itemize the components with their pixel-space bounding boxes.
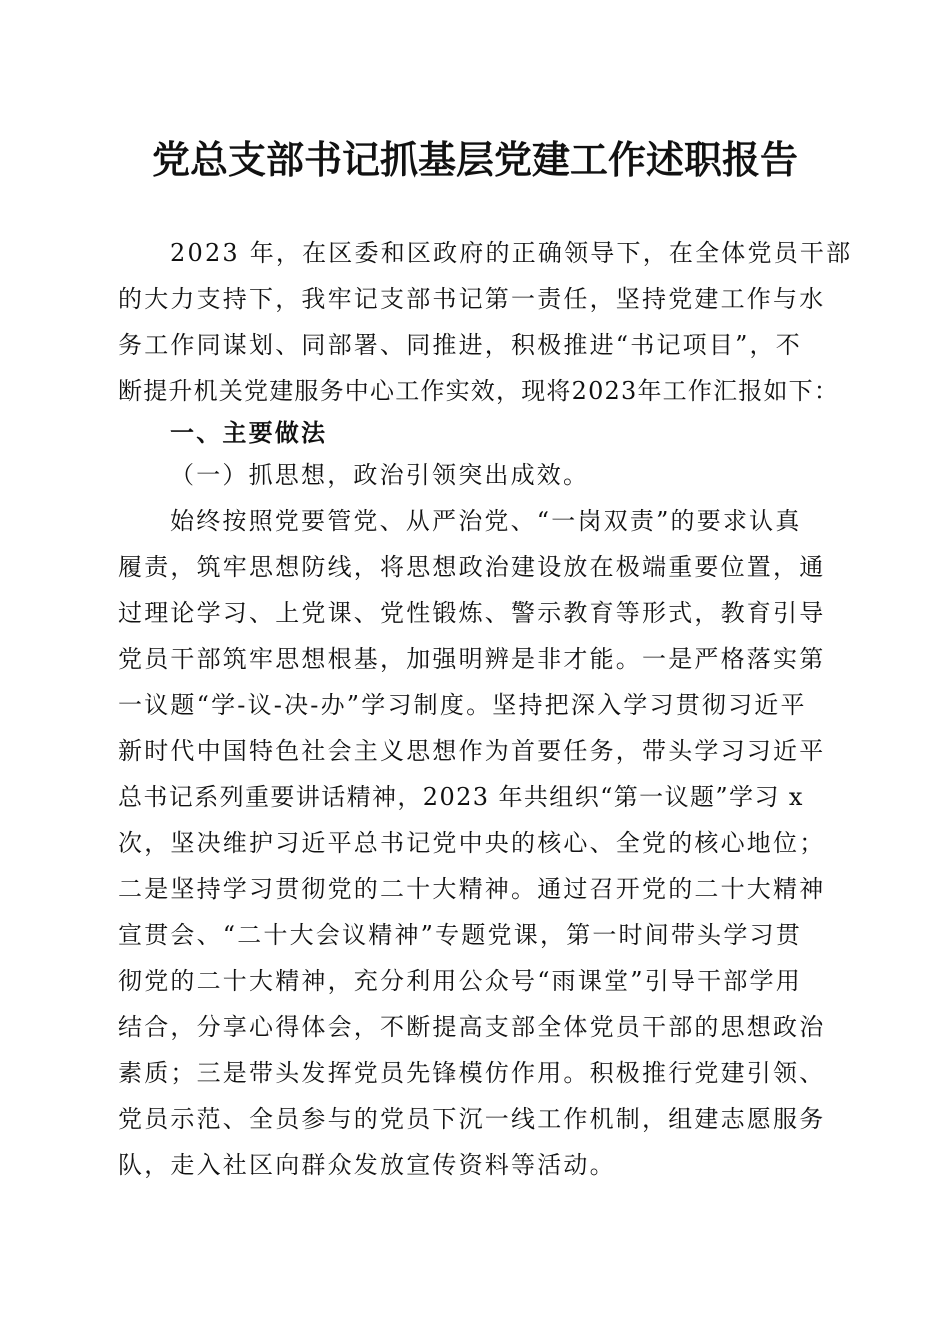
paragraph-line: 素质；三是带头发挥党员先锋模仿作用。积极推行党建引领、	[118, 1059, 826, 1087]
intro-paragraph	[118, 230, 853, 414]
paragraph-line: 结合，分享心得体会，不断提高支部全体党员干部的思想政治	[118, 1013, 826, 1041]
paragraph-line: 彻党的二十大精神，充分利用公众号“雨课堂”引导干部学用	[118, 967, 802, 995]
paragraph-line: 履责，筑牢思想防线，将思想政治建设放在极端重要位置，通	[118, 553, 826, 581]
section-heading: 一、主要做法	[170, 419, 328, 447]
subsection-heading: （一）抓思想，政治引领突出成效。	[170, 461, 590, 489]
paragraph-line: 党员干部筑牢思想根基，加强明辨是非才能。一是严格落实第	[118, 645, 826, 673]
intro-line: 2023 年，在区委和区政府的正确领导下，在全体党员干部	[170, 239, 853, 267]
document-title: 党总支部书记抓基层党建工作述职报告	[151, 137, 798, 182]
paragraph-line: 党员示范、全员参与的党员下沉一线工作机制，组建志愿服务	[118, 1105, 826, 1133]
paragraph-line: 新时代中国特色社会主义思想作为首要任务，带头学习习近平	[118, 737, 826, 765]
intro-line: 的大力支持下，我牢记支部书记第一责任，坚持党建工作与水	[118, 285, 826, 313]
intro-line: 务工作同谋划、同部署、同推进，积极推进“书记项目”，不	[118, 331, 802, 359]
intro-line: 断提升机关党建服务中心工作实效，现将2023年工作汇报如下：	[118, 377, 840, 405]
main-paragraph	[118, 498, 838, 1188]
paragraph-line: 队，走入社区向群众发放宣传资料等活动。	[118, 1151, 616, 1179]
subsection-heading-block	[118, 452, 838, 498]
paragraph-line: 宣贯会、“二十大会议精神”专题党课，第一时间带头学习贯	[118, 921, 802, 949]
paragraph-line: 过理论学习、上党课、党性锻炼、警示教育等形式，教育引导	[118, 599, 826, 627]
paragraph-line: 总书记系列重要讲话精神，2023 年共组织“第一议题”学习 x	[118, 783, 804, 811]
paragraph-line: 次，坚决维护习近平总书记党中央的核心、全党的核心地位；	[118, 829, 826, 857]
paragraph-line: 始终按照党要管党、从严治党、“一岗双责”的要求认真	[170, 507, 802, 535]
paragraph-line: 二是坚持学习贯彻党的二十大精神。通过召开党的二十大精神	[118, 875, 826, 903]
section-heading-block	[118, 410, 838, 456]
paragraph-line: 一议题“学-议-决-办”学习制度。坚持把深入学习贯彻习近平	[118, 691, 807, 719]
